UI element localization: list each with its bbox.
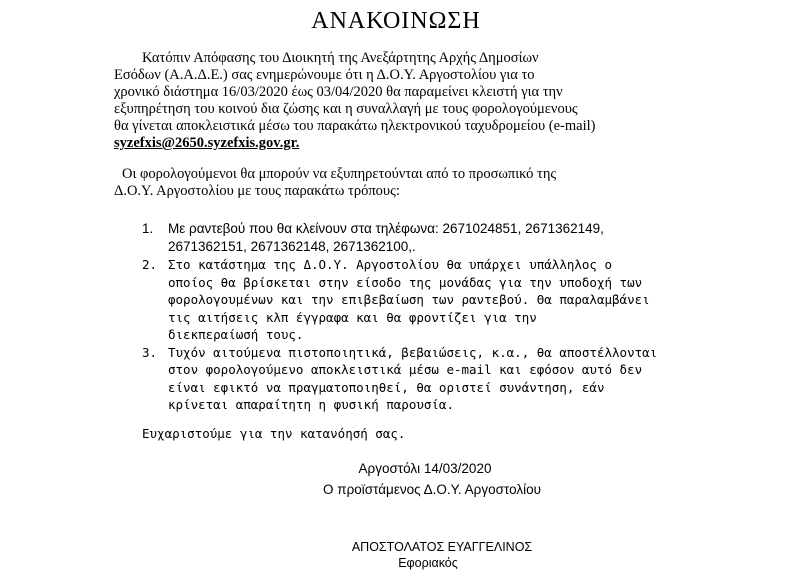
list-item-line: είναι εφικτό να πραγματοποιηθεί, θα οριστεί συνάντηση, εάν: [168, 379, 605, 395]
list-item: [142, 344, 702, 414]
list-item-line: τις αιτήσεις κλπ έγγραφα και θα φροντίζει για την: [168, 309, 537, 325]
paragraph-line: χρονικό διάστημα 16/03/2020 έως 03/04/2020 θα παραμείνει κλειστή για την: [114, 84, 563, 100]
list-item-line: στον φορολογούμενο αποκλειστικά μέσω e-mail και εφόσον αυτό δεν: [168, 362, 643, 377]
email-link[interactable]: syzefxis@2650.syzefxis.gov.gr.: [114, 135, 300, 151]
signature-name: ΑΠΟΣΤΟΛΑΤΟΣ ΕΥΑΓΓΕΛΙΝΟΣ: [351, 540, 533, 554]
paragraph-closure-notice: [114, 50, 694, 152]
list-item-line: Στο κατάστημα της Δ.Ο.Υ. Αργοστολίου θα υπάρχει υπάλληλος ο: [168, 257, 613, 272]
list-item-number: 3.: [142, 344, 158, 360]
list-item-number: 2.: [142, 257, 158, 272]
list-item-number: 1.: [142, 221, 154, 236]
list-item-line: κρίνεται απαραίτητη η φυσική παρουσία.: [168, 397, 454, 412]
list-item: [142, 220, 702, 256]
document-title: ΑΝΑΚΟΙΝΩΣΗ: [311, 8, 481, 34]
signature-title: Εφοριακός: [398, 556, 458, 570]
list-item-line: 2671362151, 2671362148, 2671362100,.: [168, 239, 416, 254]
signature-role: Ο προϊστάμενος Δ.Ο.Υ. Αργοστολίου: [323, 482, 541, 497]
service-methods-list: [142, 220, 702, 414]
paragraph-line: θα γίνεται αποκλειστικά μέσω του παρακάτω ηλεκτρονικού ταχυδρομείου (e-mail): [114, 118, 596, 134]
paragraph-line: Εσόδων (Α.Α.Δ.Ε.) σας ενημερώνουμε ότι η Δ.Ο.Υ. Αργοστολίου για το: [114, 67, 535, 83]
paragraph-line: Οι φορολογούμενοι θα μπορούν να εξυπηρετούνται από το προσωπικό της: [122, 166, 557, 182]
list-item-line: Τυχόν αιτούμενα πιστοποιητικά, βεβαιώσεις, κ.α., θα αποστέλλονται: [168, 344, 658, 360]
paragraph-line: Δ.Ο.Υ. Αργοστολίου με τους παρακάτω τρόπους:: [114, 183, 400, 199]
list-item: [142, 256, 702, 344]
paragraph-service-methods: [114, 166, 694, 200]
list-item-line: οποίος θα βρίσκεται στην είσοδο της μονάδας για την υποδοχή των: [168, 274, 643, 290]
signature-place-date: Αργοστόλι 14/03/2020: [358, 461, 492, 476]
paragraph-line: Κατόπιν Απόφασης του Διοικητή της Ανεξάρτητης Αρχής Δημοσίων: [142, 50, 539, 66]
list-item-line: διεκπεραίωσή τους.: [168, 327, 304, 342]
thanks-line: Ευχαριστούμε για την κατανόησή σας.: [142, 426, 406, 441]
list-item-line: φορολογουμένων και την επιβεβαίωση των ραντεβού. Θα παραλαμβάνει: [168, 292, 650, 307]
paragraph-line: εξυπηρέτηση του κοινού δια ζώσης και η συναλλαγή με τους φορολογούμενους: [114, 101, 578, 117]
list-item-line: Με ραντεβού που θα κλείνουν στα τηλέφωνα: 2671024851, 2671362149,: [168, 221, 604, 236]
